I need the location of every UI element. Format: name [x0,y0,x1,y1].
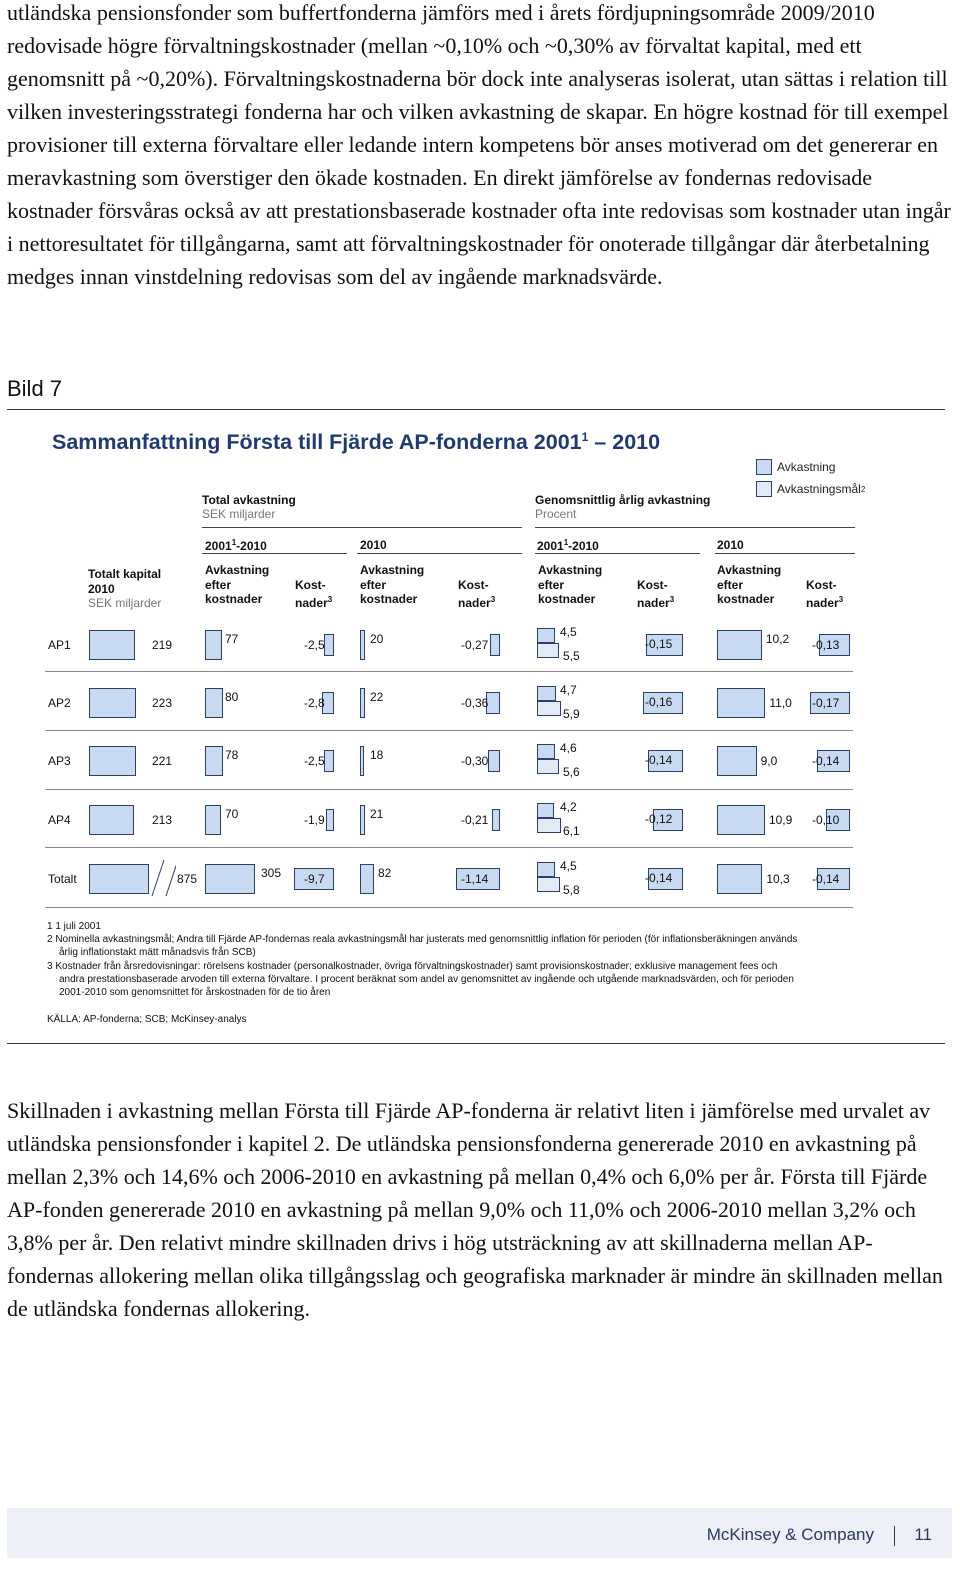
footnote-2: 2 Nominella avkastningsmål; Andra till Fjärde AP-fondernas reala avkastningsmål har justerats med genomsnittlig inflation för perioden (för inflationsberäkningen används årlig inflationstakt mätt månadsvis från SCB) [47,934,798,958]
column-header-totalt-kapital: Totalt kapital 2010 SEK miljarder [88,567,162,610]
value-pct-avk-2010: 10,3 [766,872,790,886]
period-rule [202,553,347,554]
bar-tot-avk-2010 [360,746,364,776]
value-pct-kost-2001-2010: -0,15 [645,637,673,651]
value-kapital: 875 [177,872,198,886]
value-tot-kost-2010: -0,27 [461,638,489,652]
period-rule [535,553,700,554]
bar-tot-avk-2001-2010 [205,746,223,776]
value-pct-kost-2001-2010: -0,12 [645,812,673,826]
value-pct-kost-2010: -0,14 [812,872,840,886]
value-pct-avk-2001-2010: 4,7 [560,683,577,697]
bar-kapital [89,630,135,660]
bar-tot-avk-2010 [360,630,365,660]
page-footer [7,1508,952,1558]
value-pct-avk-2001-2010: 4,6 [560,741,577,755]
value-tot-kost-2001-2010: -2,8 [304,696,325,710]
value-pct-kost-2010: -0,13 [812,638,840,652]
source-note: KÄLLA: AP-fonderna; SCB; McKinsey-analys [47,1014,247,1025]
value-pct-mal-2001-2010: 5,9 [563,707,580,721]
period-label-2001-2010: 2001$^1$-2010 [205,538,267,553]
value-tot-avk-2001-2010: 70 [225,807,239,821]
period-rule [357,553,522,554]
bar-kapital [89,805,134,835]
group-header-total-avkastning: Total avkastning SEK miljarder [202,493,296,521]
row-separator [45,730,853,731]
figure-label: Bild 7 [7,376,63,401]
bar-tot-avk-2010 [360,688,365,718]
row-separator [45,907,853,908]
group-header-genomsnittlig: Genomsnittlig årlig avkastning Procent [535,493,711,521]
value-tot-kost-2010: -0,21 [461,813,489,827]
bar-pct-avk-2010 [717,630,762,660]
value-kapital: 213 [152,813,173,827]
value-pct-mal-2001-2010: 5,5 [563,649,580,663]
row-separator [45,671,853,672]
legend-swatch-avkastningsmal [756,481,772,497]
bar-tot-avk-2001-2010 [205,630,222,660]
body-paragraph-bottom: Skillnaden i avkastning mellan Första till Fjärde AP-fonderna är relativt liten i jämförelse med urvalet av utländska pensionsfonder i kapitel 2. De utländska pensionsfonderna genererade 2010 en avkastning på mellan 2,3% och 14,6% och 2006-2010 en avkastning på mellan 0,4% och 6,0% per år. Första till Fjärde AP-fonden genererade 2010 en avkastning på mellan 9,0% och 11,0% och 2006-2010 mellan 3,2% och 3,8% per år. Den relativt mindre skillnaden drivs i hög utsträckning av att skillnaderna mellan AP-fondernas allokering mellan olika tillgångsslag och geografiska marknader är mindre än skillnaden mellan de utländska fondernas allokering. [7,1098,943,1321]
legend-item-avkastningsmal: Avkastningsmål 2 [756,481,865,497]
column-header-kostnader: Kost- nader$^3$ [637,578,675,610]
value-kapital: 219 [152,638,173,652]
bar-pct-avk-2010 [717,805,765,835]
value-pct-kost-2001-2010: -0,16 [645,695,673,709]
bar-tot-avk-2001-2010 [205,688,223,718]
bar-tot-avk-2010 [360,805,365,835]
bar-pct-avk-2010 [717,688,765,718]
value-pct-mal-2001-2010: 5,6 [563,765,580,779]
bar-pct-mal-2001-2010 [537,818,561,833]
bar-tot-avk-2001-2010 [205,864,255,894]
bar-tot-kost-2001-2010 [324,750,334,772]
figure-bottom-rule [7,1043,945,1044]
value-tot-kost-2001-2010: -1,9 [304,813,325,827]
bar-pct-avk-2010 [717,746,757,776]
value-tot-kost-2001-2010: -9,7 [304,872,325,886]
value-tot-avk-2010: 22 [370,690,384,704]
row-separator [45,789,853,790]
value-tot-kost-2010: -0,36 [461,696,489,710]
value-tot-kost-2010: -0,30 [461,754,489,768]
value-tot-avk-2010: 20 [370,632,384,646]
legend-swatch-avkastning [756,459,772,475]
period-label-2001-2010: 2001$^1$-2010 [537,538,599,553]
value-pct-kost-2010: -0,17 [812,696,840,710]
page-number: 11 [914,1525,932,1544]
value-pct-mal-2001-2010: 6,1 [563,824,580,838]
value-pct-avk-2010: 10,9 [768,813,793,827]
period-rule [715,553,855,554]
period-label-2010: 2010 [717,538,744,552]
legend-item-avkastning: Avkastning [756,459,835,475]
bar-tot-kost-2010 [490,634,500,656]
footnote-3: 3 Kostnader från årsredovisningar: rörelsens kostnader (personalkostnader, övriga förvaltningskostnader) samt provisionskostnader; exklusive management fees och andra prestationsbaserade arvoden till externa förvaltare. I procent beräknat som andel av genomsnittet av ingående och utgående marknadsvärden, och för perioden 2001-2010 som genomsnittet för årskostnaden för de tio åren [47,961,794,998]
value-tot-kost-2010: -1,14 [461,872,489,886]
bar-pct-mal-2001-2010 [537,759,559,774]
bar-pct-avk-2001-2010 [537,744,555,759]
value-kapital: 221 [152,754,173,768]
figure-top-rule [7,409,945,410]
column-header-kostnader: Kost- nader$^3$ [458,578,496,610]
bar-kapital [89,688,136,718]
value-pct-avk-2010: 9,0 [760,754,778,768]
bar-pct-avk-2001-2010 [537,862,555,877]
group-rule-procent [535,527,855,528]
axis-break-icon [146,858,176,898]
row-separator [45,847,853,848]
group-rule-total [202,527,522,528]
bar-kapital [89,746,136,776]
bar-pct-mal-2001-2010 [537,643,559,658]
row-label: AP3 [48,754,71,768]
bar-pct-avk-2001-2010 [537,686,556,701]
row-label: AP2 [48,696,71,710]
value-tot-avk-2010: 21 [370,807,384,821]
value-kapital: 223 [152,696,173,710]
value-tot-avk-2010: 18 [370,748,384,762]
value-pct-kost-2001-2010: -0,14 [645,871,673,885]
bar-tot-avk-2010 [360,864,374,894]
chart-title: Sammanfattning Första till Fjärde AP-fonderna 2001$^1$ – 2010 [52,430,661,455]
value-pct-kost-2001-2010: -0,14 [645,753,673,767]
value-pct-avk-2010: 10,2 [765,632,790,646]
row-label: Totalt [48,872,77,886]
bar-pct-avk-2001-2010 [537,628,555,643]
column-header-kostnader: Kost- nader$^3$ [295,578,333,610]
column-header-avkastning: Avkastning efter kostnader [360,563,425,606]
bar-tot-kost-2001-2010 [324,634,334,656]
value-pct-kost-2010: -0,10 [812,813,840,827]
bar-tot-avk-2001-2010 [205,805,221,835]
bar-pct-mal-2001-2010 [537,701,561,716]
column-header-avkastning: Avkastning efter kostnader [717,563,782,606]
value-tot-avk-2010: 82 [378,866,392,880]
value-tot-kost-2001-2010: -2,5 [304,638,325,652]
value-pct-avk-2010: 11,0 [769,696,792,710]
footnote-1: 1 1 juli 2001 [47,921,101,932]
bar-tot-kost-2010 [488,750,500,772]
bar-tot-kost-2001-2010 [326,809,334,831]
value-pct-avk-2001-2010: 4,5 [560,859,577,873]
value-tot-kost-2001-2010: -2,5 [304,754,325,768]
column-header-avkastning: Avkastning efter kostnader [538,563,603,606]
bar-pct-mal-2001-2010 [537,877,560,892]
body-paragraph-top: utländska pensionsfonder som buffertfonderna jämförs med i årets fördjupningsområde 2009/2010 redovisade högre förvaltningskostnader (mellan ~0,10% och ~0,30% av förvaltat kapital, med ett genomsnitt på ~0,20%). Förvaltningskostnaderna bör dock inte analyseras isolerat, utan sättas i relation till vilken investeringsstrategi fonderna har och vilken avkastning de skapar. En högre kostnad för till exempel provisioner till externa förvaltare eller ledande intern kompetens bör anses motiverad om det genererar en meravkastning som överstiger den ökade kostnaden. En direkt jämförelse av fondernas redovisade kostnader försvåras också av att prestationsbaserade kostnader ofta inte redovisas som kostnader utan ingår i nettoresultatet för tillgångarna, samt att förvaltningskostnader för onoterade tillgångar där återbetalning medges innan vinstdelning redovisas som del av ingående marknadsvärde. [7,0,951,289]
value-tot-avk-2001-2010: 78 [225,748,239,762]
value-pct-avk-2001-2010: 4,2 [560,800,577,814]
bar-tot-kost-2010 [492,809,500,831]
footer-divider [894,1526,895,1546]
value-pct-avk-2001-2010: 4,5 [560,625,577,639]
row-label: AP1 [48,638,71,652]
value-pct-mal-2001-2010: 5,8 [563,883,580,897]
value-tot-avk-2001-2010: 305 [261,866,282,880]
bar-pct-avk-2001-2010 [537,803,554,818]
bar-kapital [89,864,149,894]
bar-pct-avk-2010 [717,864,762,894]
value-tot-avk-2001-2010: 77 [225,632,239,646]
period-label-2010: 2010 [360,538,387,552]
footer-brand: McKinsey & Company [706,1525,874,1544]
value-pct-kost-2010: -0,14 [812,754,840,768]
value-tot-avk-2001-2010: 80 [225,690,239,704]
column-header-kostnader: Kost- nader$^3$ [806,578,844,610]
column-header-avkastning: Avkastning efter kostnader [205,563,270,606]
row-label: AP4 [48,813,71,827]
